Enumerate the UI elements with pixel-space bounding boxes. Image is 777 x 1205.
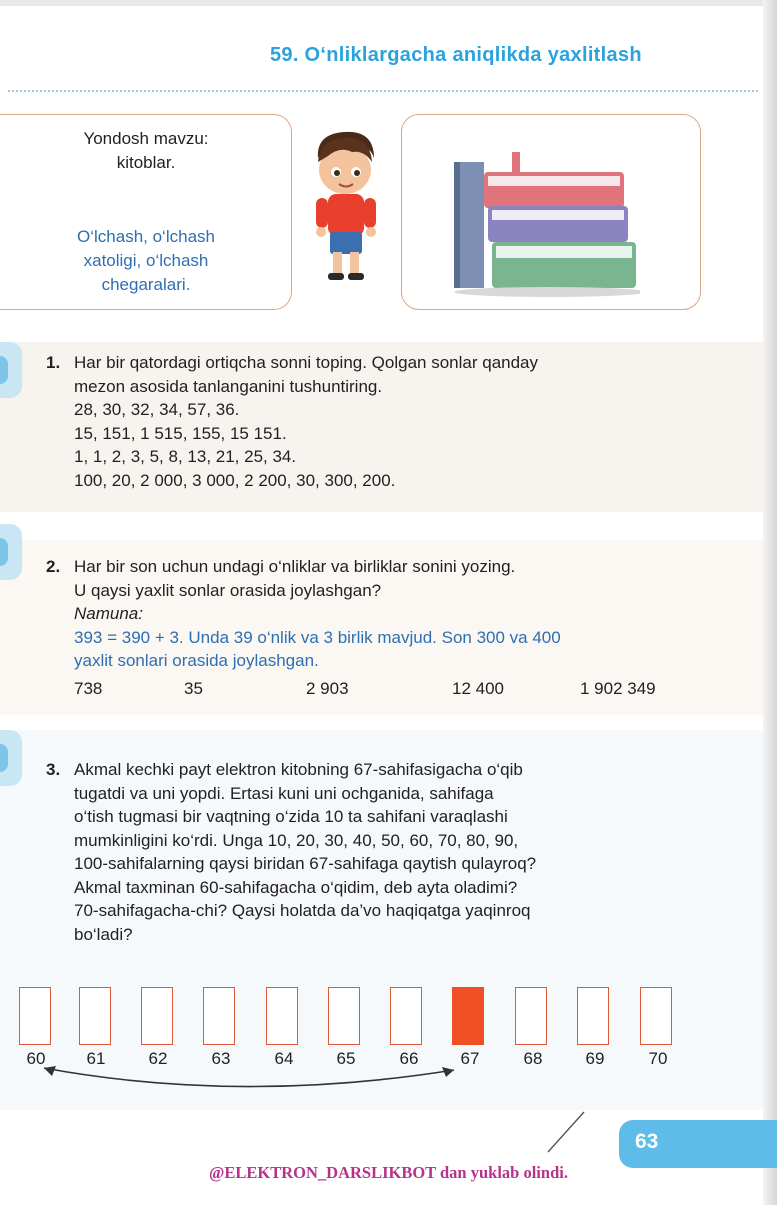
task-2 [46,555,561,673]
page-label: 66 [399,1049,419,1068]
page-label: 60 [26,1049,46,1068]
task3-number: 3. [46,760,61,779]
page-box-66 [390,987,422,1045]
topic-related [0,127,292,175]
task2-marker [0,524,22,580]
task1-number: 1. [46,353,61,372]
task1-line: 15, 151, 1 515, 155, 15 151. [74,423,287,443]
task-1 [46,351,538,492]
task3-line: o‘tish tugmasi bir vaqtning o‘zida 10 ta sahifani varaqlashi [74,807,508,826]
task3-line: 70-sahifagacha-chi? Qaysi holatda da’vo haqiqatga yaqinroq [74,901,531,920]
topic-measurement [0,225,292,297]
sample-line: yaxlit sonlari orasida joylashgan. [74,651,319,670]
task2-number-item: 738 [74,679,103,698]
task3-line: 100-sahifalarning qaysi biridan 67-sahifaga qaytish qulayroq? [74,854,537,873]
task2-number-item: 1 902 349 [580,679,656,698]
page-label: 68 [523,1049,543,1068]
double-arrow-arc [20,1060,490,1100]
task2-number-item: 35 [184,679,203,698]
task3-line: Akmal kechki payt elektron kitobning 67-sahifasigacha o‘qib [74,760,523,779]
page-box-67-highlighted [452,987,484,1045]
page-box-69 [577,987,609,1045]
task2-number: 2. [46,557,61,576]
task1-line: 100, 20, 2 000, 3 000, 2 200, 30, 300, 200. [74,470,396,490]
task1-line: 28, 30, 32, 34, 57, 36. [74,400,240,419]
task3-marker [0,730,22,786]
topic-line-1: Yondosh mavzu: [83,129,209,148]
page-box-60 [19,987,51,1045]
footer-note: @ELEKTRON_DARSLIKBOT dan yuklab olindi. [209,1163,568,1182]
page-box-68 [515,987,547,1045]
topic-line-3: O‘lchash, o‘lchash [77,227,215,246]
page-box-65 [328,987,360,1045]
page-number: 63 [635,1130,659,1153]
page-label: 65 [336,1049,356,1068]
task3-line: Akmal taxminan 60-sahifagacha o‘qidim, deb ayta oladimi? [74,877,518,897]
boy-illustration [304,128,386,288]
task1-line: Har bir qatordagi ortiqcha sonni toping. Qolgan sonlar qanday [74,353,539,372]
topic-box [0,114,292,310]
task-3 [46,758,536,946]
task3-line: mumkinligini ko‘rdi. Unga 10, 20, 30, 40, 50, 60, 70, 80, 90, [74,830,519,850]
dotted-divider [8,90,758,92]
topic-line-4: xatoligi, o‘lchash [83,251,209,270]
task2-number-item: 12 400 [452,679,504,698]
page-box-62 [141,987,173,1045]
page-box-70 [640,987,672,1045]
task1-line: 1, 1, 2, 3, 5, 8, 13, 21, 25, 34. [74,447,297,466]
top-rule [0,0,777,6]
lesson-title: 59. O‘nliklargacha aniqlikda yaxlitlash [270,44,642,66]
task1-marker [0,342,22,398]
page-number-tab [619,1120,777,1168]
page-label: 69 [585,1049,605,1068]
pencil-mark [540,1108,590,1158]
sample-line: 393 = 390 + 3. Unda 39 o‘nlik va 3 birlik mavjud. Son 300 va 400 [74,627,561,647]
books-illustration [440,148,640,298]
topic-line-5: chegaralari. [101,275,191,294]
task2-line: Har bir son uchun undagi o‘nliklar va birliklar sonini yozing. [74,557,516,576]
task2-line: U qaysi yaxlit sonlar orasida joylashgan? [74,580,382,600]
page-label: 63 [211,1049,231,1068]
page-label: 70 [648,1049,668,1068]
page-label: 62 [148,1049,168,1068]
topic-line-2: kitoblar. [116,153,176,172]
page-label: 61 [86,1049,106,1068]
page-label: 67 [460,1049,480,1068]
task1-line: mezon asosida tanlanganini tushuntiring. [74,376,383,396]
task3-line: tugatdi va uni yopdi. Ertasi kuni uni ochganida, sahifaga [74,783,494,803]
page-box-64 [266,987,298,1045]
sample-label: Namuna: [74,604,143,623]
page-box-61 [79,987,111,1045]
page-box-63 [203,987,235,1045]
page-edge [763,0,777,1205]
page-label: 64 [274,1049,294,1068]
task3-line: bo‘ladi? [74,924,133,944]
task2-number-item: 2 903 [306,679,349,698]
